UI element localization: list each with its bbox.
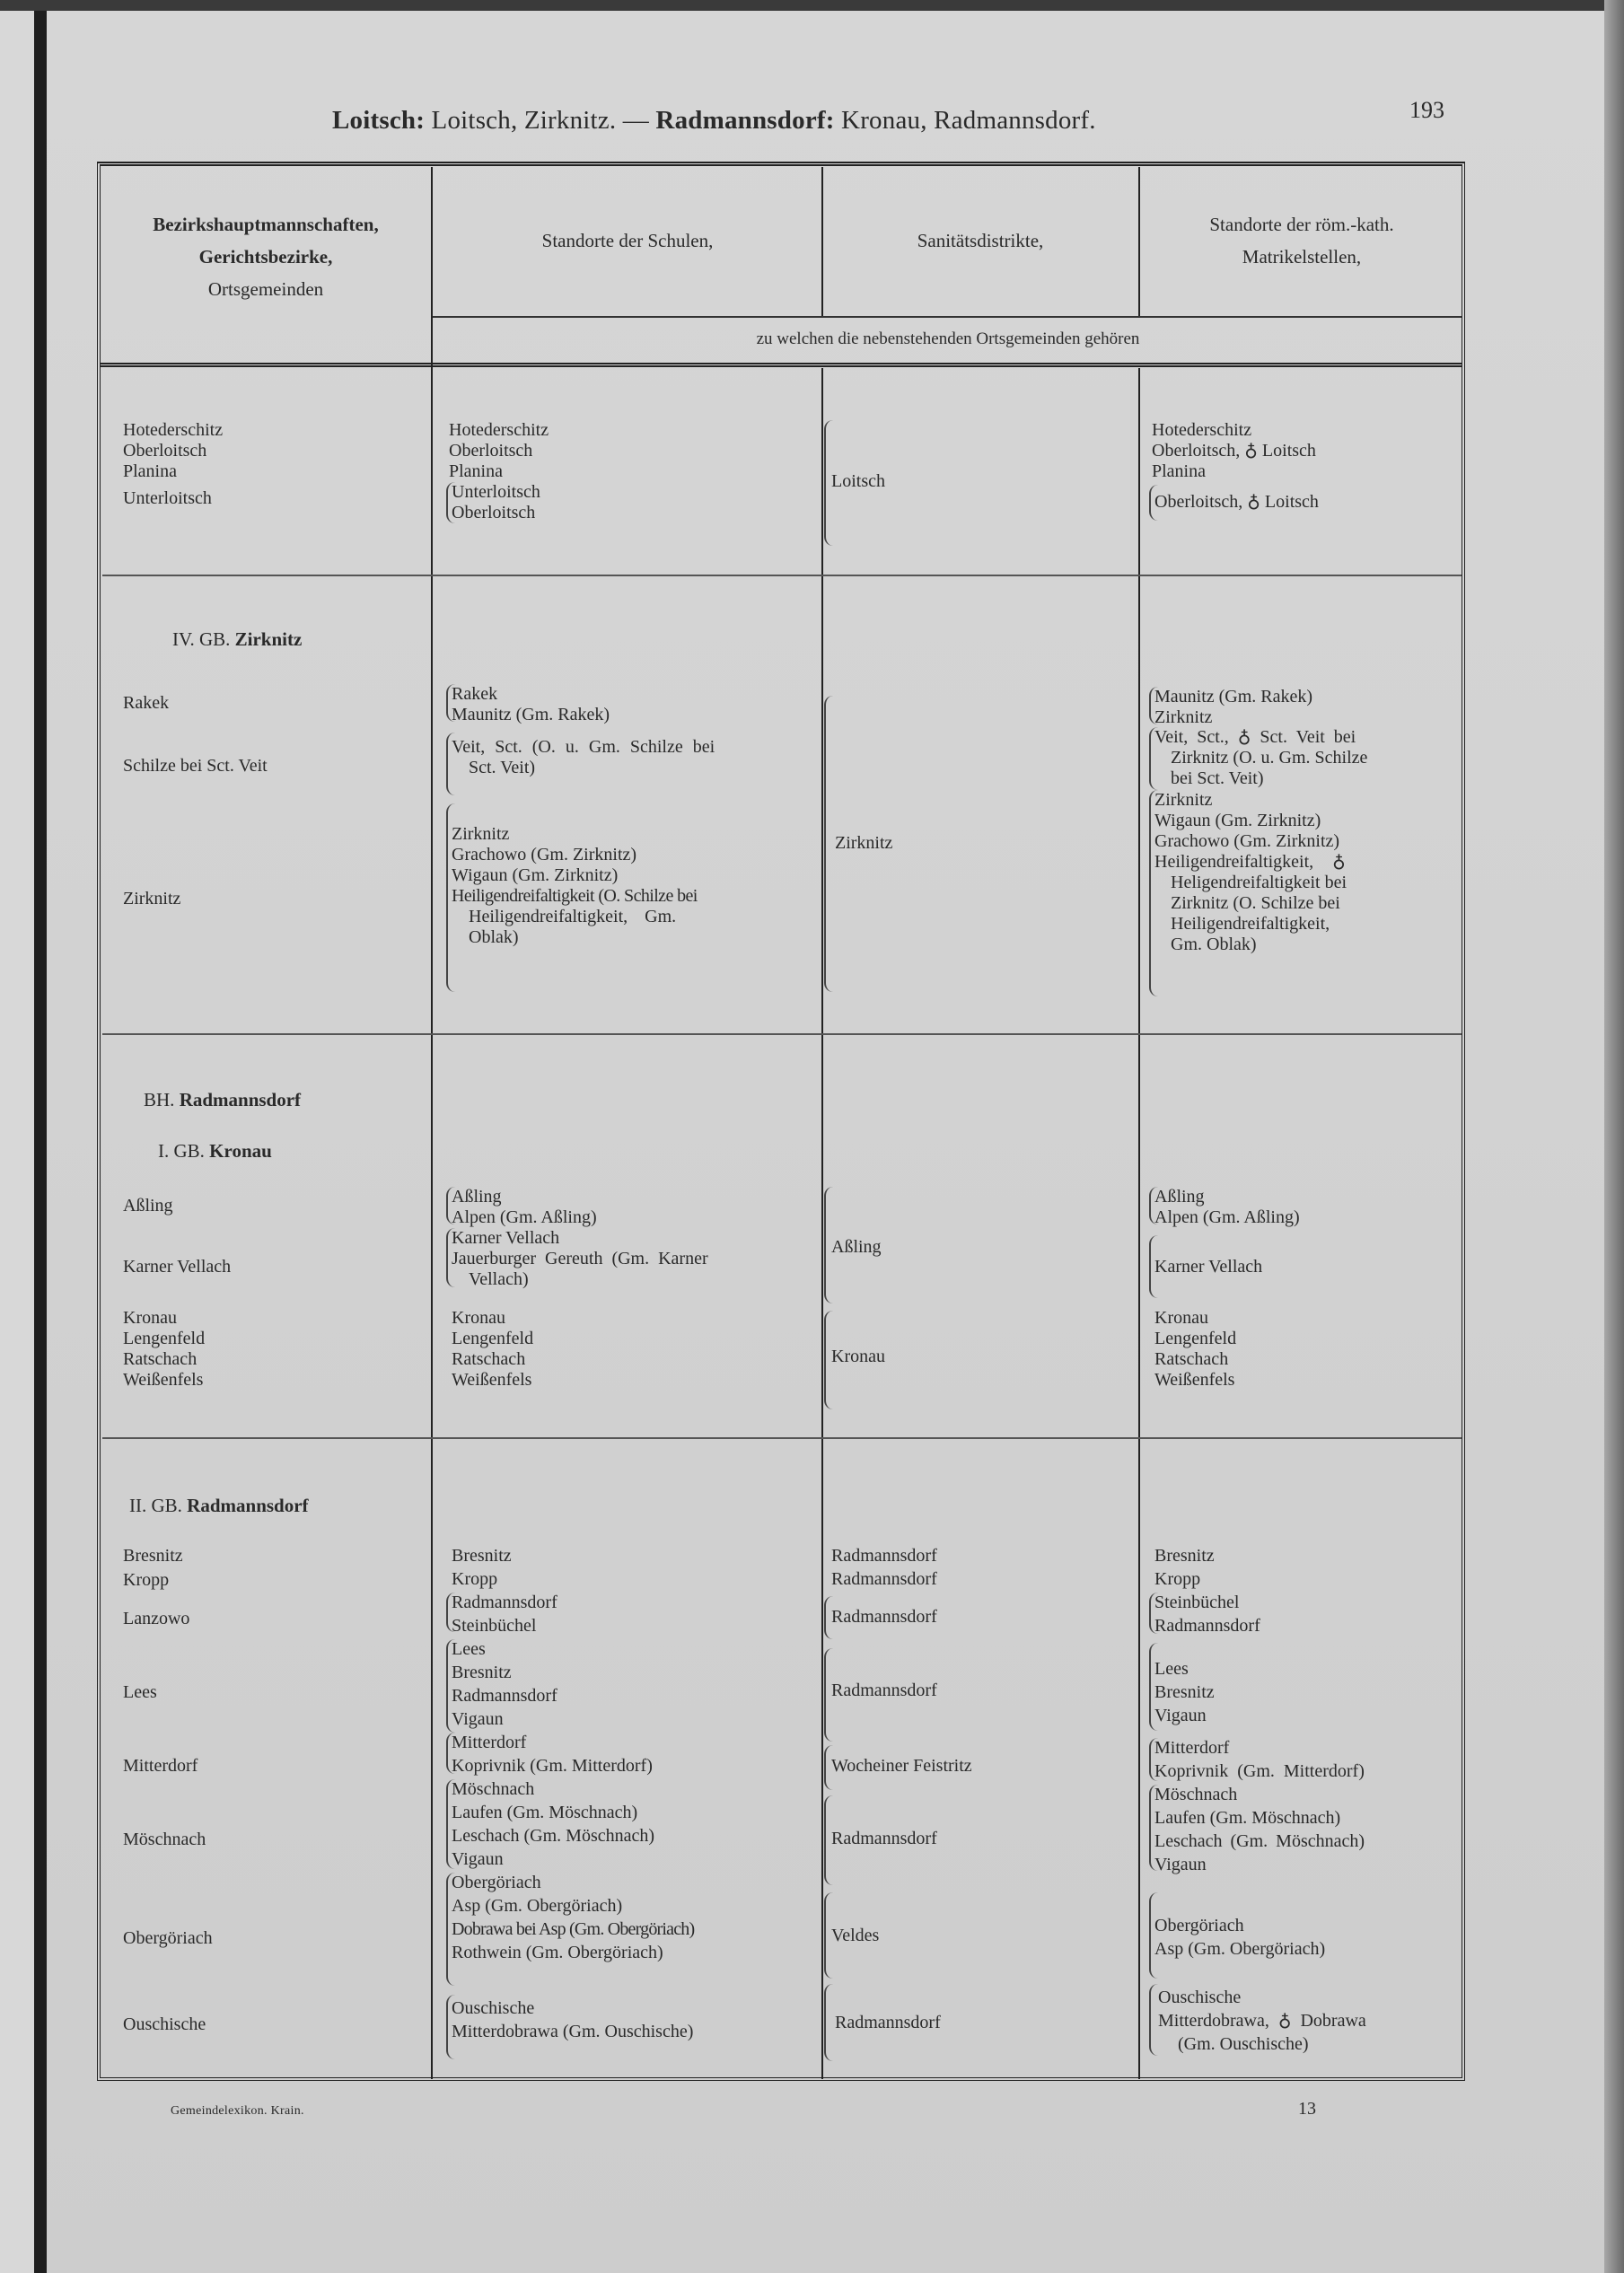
school: Vellach) bbox=[469, 1269, 529, 1289]
running-head bbox=[332, 106, 1096, 136]
scan-top-edge bbox=[0, 0, 1624, 11]
brace bbox=[1149, 1984, 1158, 2056]
parish: Planina bbox=[1152, 461, 1206, 481]
school: Obergöriach bbox=[452, 1873, 541, 1892]
section-rule-3 bbox=[102, 1437, 1462, 1439]
parish: Karner Vellach bbox=[1154, 1257, 1263, 1277]
parish: Wigaun (Gm. Zirknitz) bbox=[1154, 811, 1321, 830]
ortsgemeinde: Oberloitsch bbox=[123, 441, 207, 461]
parish: Grachowo (Gm. Zirknitz) bbox=[1154, 831, 1340, 851]
sanitary-district: Zirknitz bbox=[835, 833, 893, 853]
running-head-bold-2: Radmannsdorf: bbox=[655, 106, 835, 135]
parish: Asp (Gm. Obergöriach) bbox=[1154, 1939, 1326, 1959]
sanitary-district: Aßling bbox=[831, 1237, 882, 1257]
parish: Lees bbox=[1154, 1659, 1189, 1679]
subheader: zu welchen die nebenstehenden Ortsgemeinden gehören bbox=[756, 329, 1140, 348]
column-divider-2 bbox=[821, 368, 823, 2079]
section-title: II. GB. Radmannsdorf bbox=[129, 1495, 309, 1516]
parish: Heiligendreifaltigkeit, ♁ bbox=[1154, 852, 1346, 872]
school: Karner Vellach bbox=[452, 1228, 560, 1248]
running-head-text-2: Kronau, Radmannsdorf. bbox=[834, 106, 1096, 135]
ortsgemeinde: Ouschische bbox=[123, 2014, 206, 2034]
ortsgemeinde: Kronau bbox=[123, 1308, 177, 1328]
school: Grachowo (Gm. Zirknitz) bbox=[452, 845, 637, 864]
school: Laufen (Gm. Möschnach) bbox=[452, 1803, 638, 1822]
school: Maunitz (Gm. Rakek) bbox=[452, 705, 610, 724]
parish: Kronau bbox=[1154, 1308, 1208, 1328]
school: Ouschische bbox=[452, 1998, 535, 2018]
school: Ratschach bbox=[452, 1349, 526, 1369]
school: Alpen (Gm. Aßling) bbox=[452, 1207, 597, 1227]
section-title: IV. GB. Zirknitz bbox=[172, 628, 303, 650]
parish: Zirknitz bbox=[1154, 790, 1213, 810]
ortsgemeinde: Karner Vellach bbox=[123, 1257, 232, 1277]
section-rule-1 bbox=[102, 575, 1462, 576]
school: Sct. Veit) bbox=[469, 758, 536, 777]
sanitary-district: Radmannsdorf bbox=[835, 2013, 941, 2032]
scan-margin bbox=[0, 0, 34, 2273]
ortsgemeinde: Planina bbox=[123, 461, 177, 481]
school: Asp (Gm. Obergöriach) bbox=[452, 1896, 623, 1916]
school: Veit, Sct. (O. u. Gm. Schilze bei bbox=[452, 737, 715, 757]
section-rule-2 bbox=[102, 1033, 1462, 1035]
ortsgemeinde: Kropp bbox=[123, 1570, 170, 1590]
header-col4 bbox=[1142, 208, 1462, 273]
sanitary-district: Radmannsdorf bbox=[831, 1546, 937, 1566]
district-title: BH. Radmannsdorf bbox=[144, 1089, 302, 1110]
sanitary-district: Kronau bbox=[831, 1347, 885, 1366]
parish: Gm. Oblak) bbox=[1171, 935, 1257, 954]
sanitary-district: Loitsch bbox=[831, 471, 885, 491]
sanitary-district: Radmannsdorf bbox=[831, 1681, 937, 1700]
ortsgemeinde: Möschnach bbox=[123, 1830, 206, 1849]
sanitary-district: Wocheiner Feistritz bbox=[831, 1756, 972, 1776]
parish: Mitterdobrawa, ♁ Dobrawa bbox=[1158, 2011, 1366, 2031]
column-divider-2-header bbox=[821, 167, 823, 318]
column-divider-1 bbox=[431, 167, 433, 2079]
parish: Mitterdorf bbox=[1154, 1738, 1230, 1758]
parish: Maunitz (Gm. Rakek) bbox=[1154, 687, 1313, 706]
book-spine bbox=[34, 0, 47, 2273]
ortsgemeinde: Ratschach bbox=[123, 1349, 198, 1369]
school: Unterloitsch bbox=[452, 482, 540, 502]
school: Heiligendreifaltigkeit (O. Schilze bei bbox=[452, 886, 698, 906]
ortsgemeinde: Lees bbox=[123, 1682, 157, 1702]
parish: bei Sct. Veit) bbox=[1171, 768, 1264, 788]
parish: Radmannsdorf bbox=[1154, 1616, 1260, 1636]
section-title: I. GB. Kronau bbox=[158, 1140, 272, 1162]
column-divider-3 bbox=[1138, 368, 1140, 2079]
school: Vigaun bbox=[452, 1849, 504, 1869]
school: Leschach (Gm. Möschnach) bbox=[452, 1826, 655, 1846]
sanitary-district: Radmannsdorf bbox=[831, 1569, 937, 1589]
school: Oberloitsch bbox=[449, 441, 533, 461]
parish: Bresnitz bbox=[1154, 1546, 1215, 1566]
header-col4-line2: Matrikelstellen, bbox=[1242, 246, 1362, 268]
school: Jauerburger Gereuth (Gm. Karner bbox=[452, 1249, 708, 1268]
header-col1-line2: Gerichtsbezirke, bbox=[198, 246, 333, 268]
ortsgemeinde: Unterloitsch bbox=[123, 488, 212, 508]
sanitary-district: Radmannsdorf bbox=[831, 1607, 937, 1627]
parish: Leschach (Gm. Möschnach) bbox=[1154, 1831, 1365, 1851]
parish: Obergöriach bbox=[1154, 1916, 1244, 1935]
running-head-bold-1: Loitsch: bbox=[332, 106, 426, 135]
school: Bresnitz bbox=[452, 1663, 512, 1682]
brace bbox=[824, 696, 833, 992]
parish: Oberloitsch, ♁ Loitsch bbox=[1152, 441, 1316, 461]
school: Bresnitz bbox=[452, 1546, 512, 1566]
brace bbox=[824, 1984, 833, 2061]
parish: Weißenfels bbox=[1154, 1370, 1235, 1390]
school: Radmannsdorf bbox=[452, 1593, 557, 1612]
parish: Zirknitz (O. u. Gm. Schilze bbox=[1171, 748, 1368, 768]
ortsgemeinde: Weißenfels bbox=[123, 1370, 204, 1390]
school: Mitterdorf bbox=[452, 1733, 527, 1752]
parish: Ratschach bbox=[1154, 1349, 1229, 1369]
school: Weißenfels bbox=[452, 1370, 532, 1390]
sanitary-district: Veldes bbox=[831, 1926, 880, 1945]
ortsgemeinde: Lengenfeld bbox=[123, 1329, 206, 1348]
school: Kronau bbox=[452, 1308, 505, 1328]
ortsgemeinde: Obergöriach bbox=[123, 1928, 213, 1948]
parish: Ouschische bbox=[1158, 1988, 1242, 2007]
school: Rothwein (Gm. Obergöriach) bbox=[452, 1943, 663, 1962]
school: Steinbüchel bbox=[452, 1616, 537, 1636]
subheader-rule bbox=[433, 316, 1462, 318]
header-bottom-rule bbox=[101, 363, 1462, 367]
parish: Aßling bbox=[1154, 1187, 1205, 1207]
header-col4-line1: Standorte der röm.-kath. bbox=[1209, 214, 1394, 235]
school: Aßling bbox=[452, 1187, 502, 1207]
school: Lees bbox=[452, 1639, 486, 1659]
signature-mark: 13 bbox=[1298, 2099, 1316, 2119]
parish: Oberloitsch, ♁ Loitsch bbox=[1154, 492, 1319, 512]
parish: Heligendreifaltigkeit bei bbox=[1171, 873, 1347, 892]
header-col3: Sanitätsdistrikte, bbox=[917, 230, 1044, 251]
ortsgemeinde: Schilze bei Sct. Veit bbox=[123, 756, 268, 776]
school: Möschnach bbox=[452, 1779, 535, 1799]
parish: Hotederschitz bbox=[1152, 420, 1252, 440]
school: Oblak) bbox=[469, 927, 519, 947]
school: Dobrawa bei Asp (Gm. Obergöriach) bbox=[452, 1919, 695, 1939]
page-number: 193 bbox=[1409, 97, 1444, 123]
parish: Veit, Sct., ♁ Sct. Veit bei bbox=[1154, 727, 1356, 747]
parish: Kropp bbox=[1154, 1569, 1201, 1589]
school: Radmannsdorf bbox=[452, 1686, 557, 1706]
parish: Alpen (Gm. Aßling) bbox=[1154, 1207, 1300, 1227]
parish: Heiligendreifaltigkeit, bbox=[1171, 914, 1330, 934]
sanitary-district: Radmannsdorf bbox=[831, 1829, 937, 1848]
parish: Zirknitz (O. Schilze bei bbox=[1171, 893, 1340, 913]
ortsgemeinde: Lanzowo bbox=[123, 1609, 190, 1628]
parish: (Gm. Ouschische) bbox=[1178, 2034, 1309, 2054]
ortsgemeinde: Hotederschitz bbox=[123, 420, 224, 440]
parish: Möschnach bbox=[1154, 1785, 1238, 1804]
parish: Steinbüchel bbox=[1154, 1593, 1240, 1612]
parish: Lengenfeld bbox=[1154, 1329, 1237, 1348]
school: Lengenfeld bbox=[452, 1329, 534, 1348]
ortsgemeinde: Rakek bbox=[123, 693, 170, 713]
school: Kropp bbox=[452, 1569, 498, 1589]
school: Mitterdobrawa (Gm. Ouschische) bbox=[452, 2022, 694, 2041]
parish: Vigaun bbox=[1154, 1855, 1207, 1874]
footer-title: Gemeindelexikon. Krain. bbox=[171, 2104, 304, 2118]
school: Planina bbox=[449, 461, 503, 481]
school: Oberloitsch bbox=[452, 503, 536, 522]
ortsgemeinde: Aßling bbox=[123, 1196, 173, 1215]
parish: Zirknitz bbox=[1154, 707, 1213, 727]
school: Vigaun bbox=[452, 1709, 504, 1729]
school: Heiligendreifaltigkeit, Gm. bbox=[469, 907, 677, 926]
school: Koprivnik (Gm. Mitterdorf) bbox=[452, 1756, 653, 1776]
parish: Laufen (Gm. Möschnach) bbox=[1154, 1808, 1341, 1828]
ortsgemeinde: Mitterdorf bbox=[123, 1756, 198, 1776]
header-col2: Standorte der Schulen, bbox=[541, 230, 714, 251]
parish: Bresnitz bbox=[1154, 1682, 1215, 1702]
school: Hotederschitz bbox=[449, 420, 549, 440]
school: Zirknitz bbox=[452, 824, 510, 844]
scan-right-edge bbox=[1604, 0, 1624, 2273]
parish: Vigaun bbox=[1154, 1706, 1207, 1725]
parish: Koprivnik (Gm. Mitterdorf) bbox=[1154, 1761, 1365, 1781]
school: Rakek bbox=[452, 684, 498, 704]
ortsgemeinde: Bresnitz bbox=[123, 1546, 183, 1566]
column-divider-3-header bbox=[1138, 167, 1140, 318]
school: Wigaun (Gm. Zirknitz) bbox=[452, 865, 619, 885]
running-head-text-1: Loitsch, Zirknitz. — bbox=[425, 106, 656, 135]
header-col1 bbox=[102, 208, 429, 305]
header-col1-line1: Bezirkshauptmannschaften, bbox=[153, 214, 379, 235]
ortsgemeinde: Zirknitz bbox=[123, 889, 181, 908]
header-col1-line3: Ortsgemeinden bbox=[207, 278, 324, 300]
